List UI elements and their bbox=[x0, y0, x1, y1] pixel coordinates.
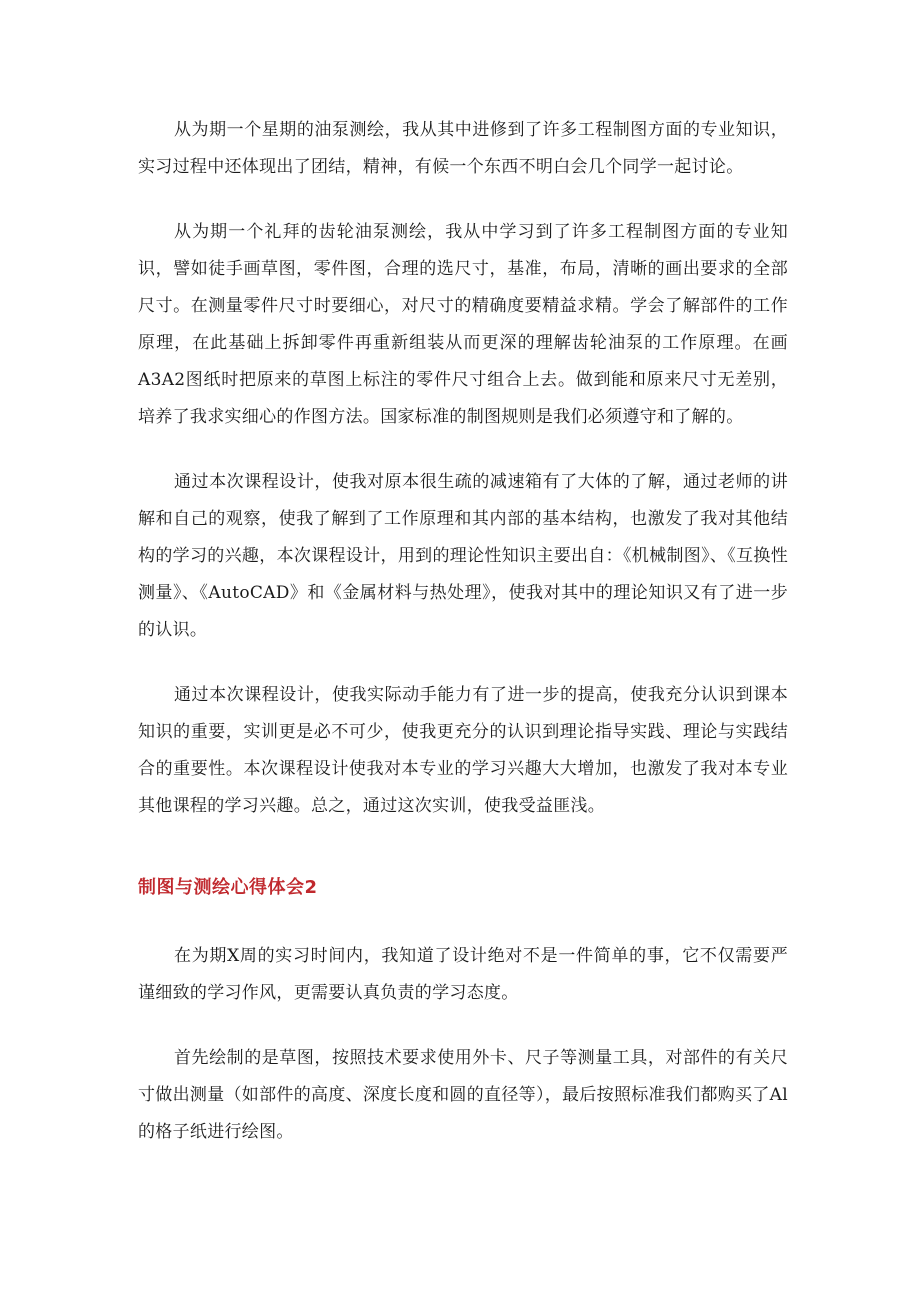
paragraph-sketch-drawing: 首先绘制的是草图，按照技术要求使用外卡、尺子等测量工具，对部件的有关尺寸做出测量（如部件的高度、深度长度和圆的直径等），最后按照标准我们都购买了Al的格子纸进行绘图。 bbox=[138, 1048, 788, 1142]
section-heading: 制图与测绘心得体会2 bbox=[138, 877, 318, 898]
paragraph-course-design-reducer: 通过本次课程设计，使我对原本很生疏的减速箱有了大体的了解，通过老师的讲解和自己的观察，使我了解到了工作原理和其内部的基本结构，也激发了我对其他结构的学习的兴趣，本次课程设计，用到的理论性知识主要出自：《机械制图》、《互换性测量》、《AutoCAD》和《金属材料与热处理》，使我对其中的理论知识又有了进一步的认识。 bbox=[138, 472, 788, 640]
paragraph-pump-survey: 从为期一个星期的油泵测绘，我从其中进修到了许多工程制图方面的专业知识，实习过程中还体现出了团结，精神，有候一个东西不明白会几个同学一起讨论。 bbox=[138, 120, 788, 177]
paragraph-course-design-practice: 通过本次课程设计，使我实际动手能力有了进一步的提高，使我充分认识到课本知识的重要，实训更是必不可少，使我更充分的认识到理论指导实践、理论与实践结合的重要性。本次课程设计使我对本专业的学习兴趣大大增加，也激发了我对本专业其他课程的学习兴趣。总之，通过这次实训，使我受益匪浅。 bbox=[138, 685, 788, 816]
paragraph-gear-pump-survey: 从为期一个礼拜的齿轮油泵测绘，我从中学习到了许多工程制图方面的专业知识，譬如徒手画草图，零件图，合理的选尺寸，基准，布局，清晰的画出要求的全部尺寸。在测量零件尺寸时要细心，对尺寸的精确度要精益求精。学会了解部件的工作原理，在此基础上拆卸零件再重新组装从而更深的理解齿轮油泵的工作原理。在画A3A2图纸时把原来的草图上标注的零件尺寸组合上去。做到能和原来尺寸无差别，培养了我求实细心的作图方法。国家标准的制图规则是我们必须遵守和了解的。 bbox=[138, 222, 788, 427]
document-page bbox=[138, 112, 788, 1151]
paragraph-internship-period: 在为期X周的实习时间内，我知道了设计绝对不是一件简单的事，它不仅需要严谨细致的学习作风，更需要认真负责的学习态度。 bbox=[138, 946, 788, 1003]
